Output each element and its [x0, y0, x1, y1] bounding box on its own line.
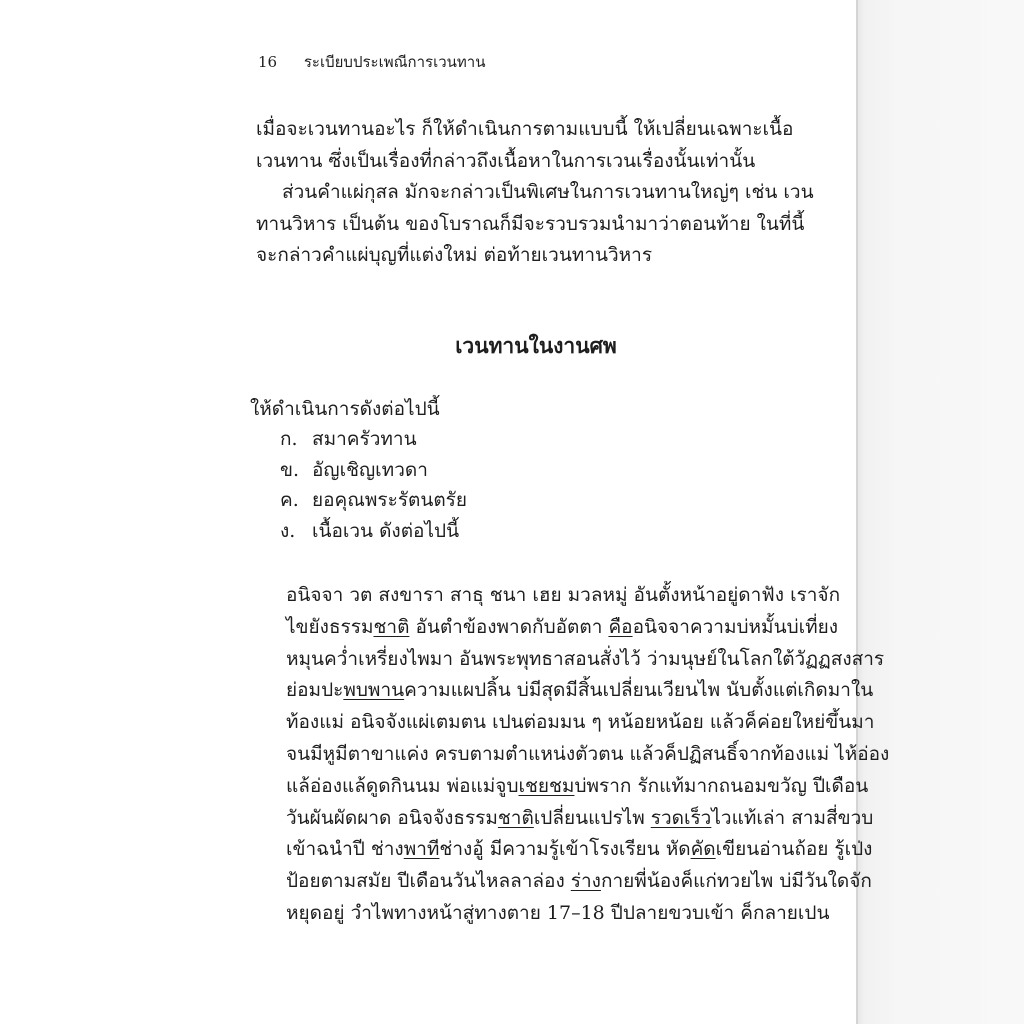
verse-line: [286, 580, 841, 612]
verse-segment: กายพี่น้องค็แก่ทวยไพ บ่มีวันใดจัก: [600, 870, 872, 893]
step-text: อัญเชิญเทวดา: [312, 458, 428, 481]
verse-segment: ย่อมปะ: [286, 679, 344, 702]
verse-line: [286, 707, 875, 739]
intro-text: [256, 114, 816, 272]
step-marker: ง.: [280, 519, 296, 542]
verse-segment: อนิจจา วต สงขารา สาธุ ชนา เฮย มวลหมู่ อันตั้งหน้าอยู่ดาฟัง เราจัก: [286, 584, 841, 606]
step-marker: ค.: [280, 489, 299, 511]
verse-segment: ป้อยตามสมัย ปีเดือนวันไหลลาล่อง: [286, 870, 571, 893]
running-header: [258, 50, 485, 74]
step-marker: ข.: [280, 458, 300, 481]
verse-segment: หมุนคว่ำเหรี่ยงไพมา อันพระพุทธาสอนสั่งไว้ ว่ามนุษย์ในโลกใต้วัฏฏสงสาร: [286, 647, 885, 670]
verse-line: [286, 739, 890, 771]
verse-segment: เปลี่ยนแปรไพ: [533, 806, 651, 829]
underlined-word: ชาติ: [497, 806, 534, 829]
section-instruction: ให้ดำเนินการดังต่อไปนี้: [250, 398, 440, 420]
verse-segment: บ่พราก รักแท้มากถนอมขวัญ ปีเดือน: [574, 774, 869, 797]
verse-segment: ช่างอู้ มีความรู้เข้าโรงเรียน หัด: [439, 838, 691, 861]
running-title: ระเบียบประเพณีการเวนทาน: [303, 53, 486, 71]
step-text: เนื้อเวน ดังต่อไปนี้: [312, 519, 460, 542]
verse-segment: ความแผปลิ้น บ่มีสุดมีสิ้นเปลี่ยนเวียนไพ นับตั้งแต่เกิดมาใน: [404, 679, 874, 702]
verse-text: [286, 580, 890, 930]
steps-list: [280, 424, 467, 546]
verse-line: [286, 834, 873, 866]
underlined-word: พบพาน: [343, 679, 405, 702]
verse-line: [286, 771, 869, 803]
verse-segment: ไขยังธรรม: [286, 615, 374, 638]
verse-line: [286, 898, 830, 930]
verse-segment: อนิจจาความบ่หมั้นบ่เที่ยง: [632, 615, 839, 638]
verse-segment: แล้อ่องแล้ดูดกินนม พ่อแม่จูบ: [286, 774, 519, 797]
intro-paragraph-1: เมื่อจะเวนทานอะไร ก็ให้ดำเนินการตามแบบนี้ ให้เปลี่ยนเฉพาะเนื้อเวนทาน ซึ่งเป็นเรื่องที่กล่าวถึงเนื้อหาในการเวนเรื่องนั้นเท่านั้น: [256, 118, 794, 172]
verse-line: [286, 644, 885, 676]
underlined-word: พาที: [403, 838, 440, 861]
verse-line: [286, 866, 872, 898]
step-item: [280, 516, 467, 547]
step-item: [280, 424, 467, 455]
underlined-word: คัด: [690, 838, 716, 861]
underlined-word: ชาติ: [373, 615, 410, 638]
verse-segment: จนมีหูมีตาขาแค่ง ครบตามตำแหน่งตัวตน แล้วค็ปฏิสนธิ์จากท้องแม่ ไห้อ่อง: [286, 742, 890, 765]
underlined-word: คือ: [608, 615, 633, 638]
verse-segment: วันผันผัดผาด อนิจจังธรรม: [286, 806, 498, 829]
underlined-word: รวดเร็ว: [650, 806, 712, 829]
step-item: [280, 485, 467, 516]
verse-line: [286, 612, 839, 644]
adjacent-page-edge: [858, 0, 1024, 1024]
step-text: ยอคุณพระรัตนตรัย: [312, 489, 468, 511]
verse-segment: เข้าฉนำปี ช่าง: [286, 838, 404, 861]
verse-line: [286, 675, 874, 707]
verse-line: [286, 803, 874, 835]
step-text: สมาครัวทาน: [312, 428, 417, 450]
verse-segment: ไวแท้เล่า สามสี่ขวบ: [711, 806, 874, 829]
page-number: 16: [258, 53, 278, 71]
verse-segment: เขียนอ่านถ้อย รู้เป่ง: [715, 838, 873, 861]
step-marker: ก.: [280, 428, 298, 450]
underlined-word: ร่าง: [570, 870, 601, 893]
step-item: [280, 455, 467, 486]
verse-segment: หยุดอยู่ วำไพทางหน้าสู่ทางตาย 17–18 ปีปลายขวบเข้า ค็กลายเปน: [286, 901, 830, 924]
intro-paragraph-2: ส่วนคำแผ่กุสล มักจะกล่าวเป็นพิเศษในการเวนทานใหญ่ๆ เช่น เวนทานวิหาร เป็นต้น ของโบราณก็มีจะรวบรวมนำมาว่าตอนท้าย ในที่นี้จะกล่าวคำแผ่บุญที่แต่งใหม่ ต่อท้ายเวนทานวิหาร: [256, 181, 814, 266]
section-heading: เวนทานในงานศพ: [455, 333, 617, 358]
verse-segment: อันตำข้องพาดกับอัตตา: [409, 615, 609, 638]
verse-segment: ท้องแม่ อนิจจังแผ่เตมตน เปนต่อมมน ๆ หน้อยหน้อย แล้วค็ค่อยใหย่ขึ้นมา: [286, 711, 875, 734]
underlined-word: เชยชม: [518, 774, 575, 797]
